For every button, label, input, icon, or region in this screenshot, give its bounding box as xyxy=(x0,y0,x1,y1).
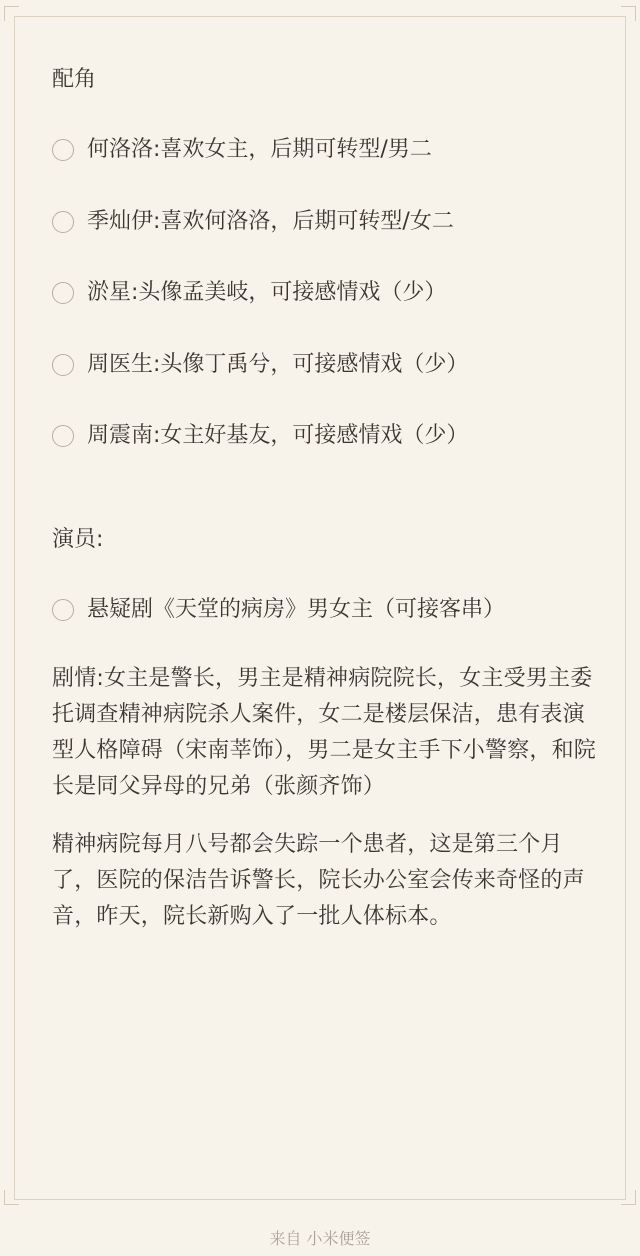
checklist-item[interactable] xyxy=(52,590,600,630)
checklist-item[interactable] xyxy=(52,202,600,242)
section-heading-actors: 演员: xyxy=(52,526,104,552)
checkbox-circle-icon[interactable] xyxy=(52,599,74,621)
checkbox-circle-icon[interactable] xyxy=(52,354,74,376)
checklist-item-text: 季灿伊:喜欢何洛洛，后期可转型/女二 xyxy=(87,208,454,234)
checklist-item-text: 周医生:头像丁禹兮，可接感情戏（少） xyxy=(87,351,469,377)
checklist-item-text: 周震南:女主好基友，可接感情戏（少） xyxy=(87,423,469,448)
checklist-item[interactable] xyxy=(52,416,600,456)
checklist-item[interactable] xyxy=(52,130,600,170)
section-heading-supporting-roles: 配角 xyxy=(52,67,97,92)
checkbox-circle-icon[interactable] xyxy=(52,211,74,233)
checklist-item[interactable] xyxy=(52,273,600,313)
corner-ornament-top-right xyxy=(621,6,636,21)
checklist-item-text: 悬疑剧《天堂的病房》男女主（可接客串） xyxy=(87,596,506,622)
checklist-item-text: 何洛洛:喜欢女主，后期可转型/男二 xyxy=(87,137,432,162)
corner-ornament-bottom-right xyxy=(621,1190,636,1205)
checklist-item-text: 淤星:头像孟美岐，可接感情戏（少） xyxy=(87,280,447,305)
section-spacer xyxy=(52,488,600,520)
corner-ornament-bottom-left xyxy=(4,1190,19,1205)
checkbox-circle-icon[interactable] xyxy=(52,282,74,304)
plot-paragraph: 剧情:女主是警长，男主是精神病院院长，女主受男主委托调查精神病院杀人案件，女二是楼层保洁，患有表演型人格障碍（宋南莘饰），男二是女主手下小警察，和院长是同父异母的兄弟（张颜齐饰） xyxy=(52,666,597,799)
story-paragraph: 精神病院每月八号都会失踪一个患者，这是第三个月了，医院的保洁告诉警长，院长办公室会传来奇怪的声音，昨天，院长新购入了一批人体标本。 xyxy=(52,832,585,929)
checkbox-circle-icon[interactable] xyxy=(52,139,74,161)
footer-source: 来自 小米便签 xyxy=(269,1229,371,1248)
corner-ornament-top-left xyxy=(4,6,19,21)
checklist-item[interactable] xyxy=(52,345,600,385)
note-content[interactable] xyxy=(52,60,600,957)
checkbox-circle-icon[interactable] xyxy=(52,425,74,447)
